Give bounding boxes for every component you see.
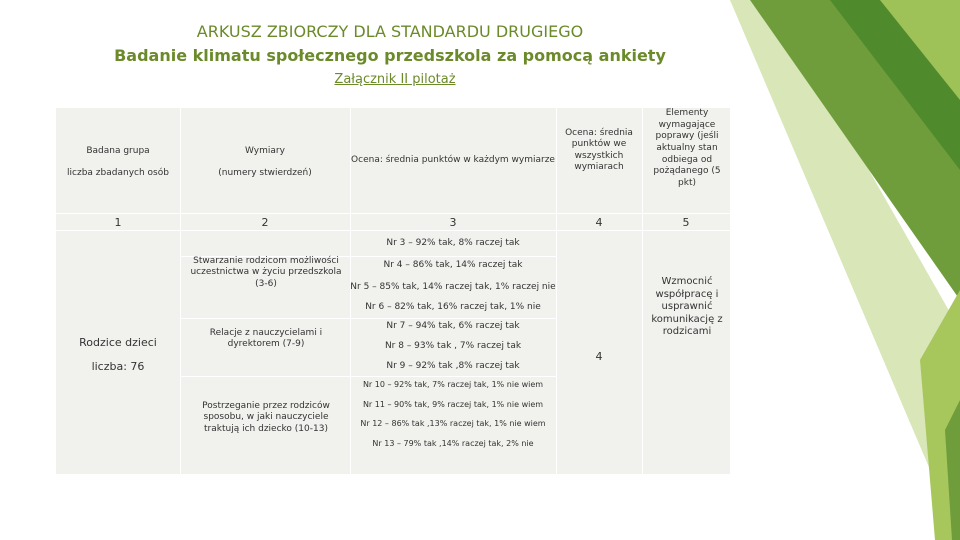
title-line-2: Badanie klimatu społecznego przedszkola za pomocą ankiety	[114, 46, 666, 65]
result-item: Nr 10 – 92% tak, 7% raczej tak, 1% nie wiem	[362, 380, 544, 389]
header-overall-score: Ocena: średnia punktów we wszystkich wymiarach	[565, 128, 633, 172]
header-dimensions: Wymiary	[245, 146, 285, 156]
dimension-3: Postrzeganie przez rodziców sposobu, w jaki nauczyciele traktują ich dziecko (10-13)	[202, 401, 330, 434]
grid-line	[180, 108, 181, 474]
column-number-1: 1	[114, 216, 122, 229]
grid-line	[56, 230, 730, 231]
column-number-3: 3	[449, 216, 457, 229]
group-name: Rodzice dzieci	[79, 336, 157, 349]
column-number-5: 5	[682, 216, 690, 229]
grid-line	[642, 108, 643, 474]
grid-line	[180, 318, 556, 319]
result-item: Nr 12 – 86% tak ,13% raczej tak, 1% nie wiem	[360, 419, 546, 428]
summary-table	[56, 108, 730, 474]
header-count: liczba zbadanych osób	[67, 168, 169, 178]
grid-line	[556, 108, 557, 474]
dimension-2: Relacje z nauczycielami i dyrektorem (7-9)	[209, 328, 323, 350]
overall-score: 4	[595, 350, 603, 363]
result-item: Nr 4 – 86% tak, 14% raczej tak	[383, 260, 523, 270]
dimension-1: Stwarzanie rodzicom możliwości uczestnictwa w życiu przedszkola (3-6)	[190, 256, 342, 289]
improvement-text: Wzmocnić współpracę i usprawnić komunikację z rodzicami	[651, 276, 723, 337]
result-item: Nr 6 – 82% tak, 16% raczej tak, 1% nie	[365, 302, 541, 312]
group-count: liczba: 76	[91, 360, 145, 373]
result-item: Nr 13 – 79% tak ,14% raczej tak, 2% nie	[372, 439, 534, 448]
column-number-4: 4	[595, 216, 603, 229]
column-number-2: 2	[261, 216, 269, 229]
result-item: Nr 11 – 90% tak, 9% raczej tak, 1% nie wiem	[362, 400, 544, 409]
grid-line	[180, 376, 556, 377]
result-item: Nr 3 – 92% tak, 8% raczej tak	[386, 238, 520, 248]
result-item: Nr 9 – 92% tak ,8% raczej tak	[386, 361, 520, 371]
result-item: Nr 8 – 93% tak , 7% raczej tak	[384, 341, 522, 351]
header-statement-numbers: (numery stwierdzeń)	[218, 168, 312, 178]
header-improvements: Elementy wymagające poprawy (jeśli aktualny stan odbiega od pożądanego (5 pkt)	[653, 108, 721, 189]
result-item: Nr 7 – 94% tak, 6% raczej tak	[386, 321, 520, 331]
grid-line	[56, 213, 730, 214]
annex-link[interactable]: Załącznik II pilotaż	[334, 72, 456, 87]
result-item: Nr 5 – 85% tak, 14% raczej tak, 1% raczej nie	[350, 282, 556, 292]
title-line-1: ARKUSZ ZBIORCZY DLA STANDARDU DRUGIEGO	[196, 22, 584, 41]
header-group: Badana grupa	[86, 146, 150, 156]
header-dimension-score: Ocena: średnia punktów w każdym wymiarze	[351, 155, 555, 165]
